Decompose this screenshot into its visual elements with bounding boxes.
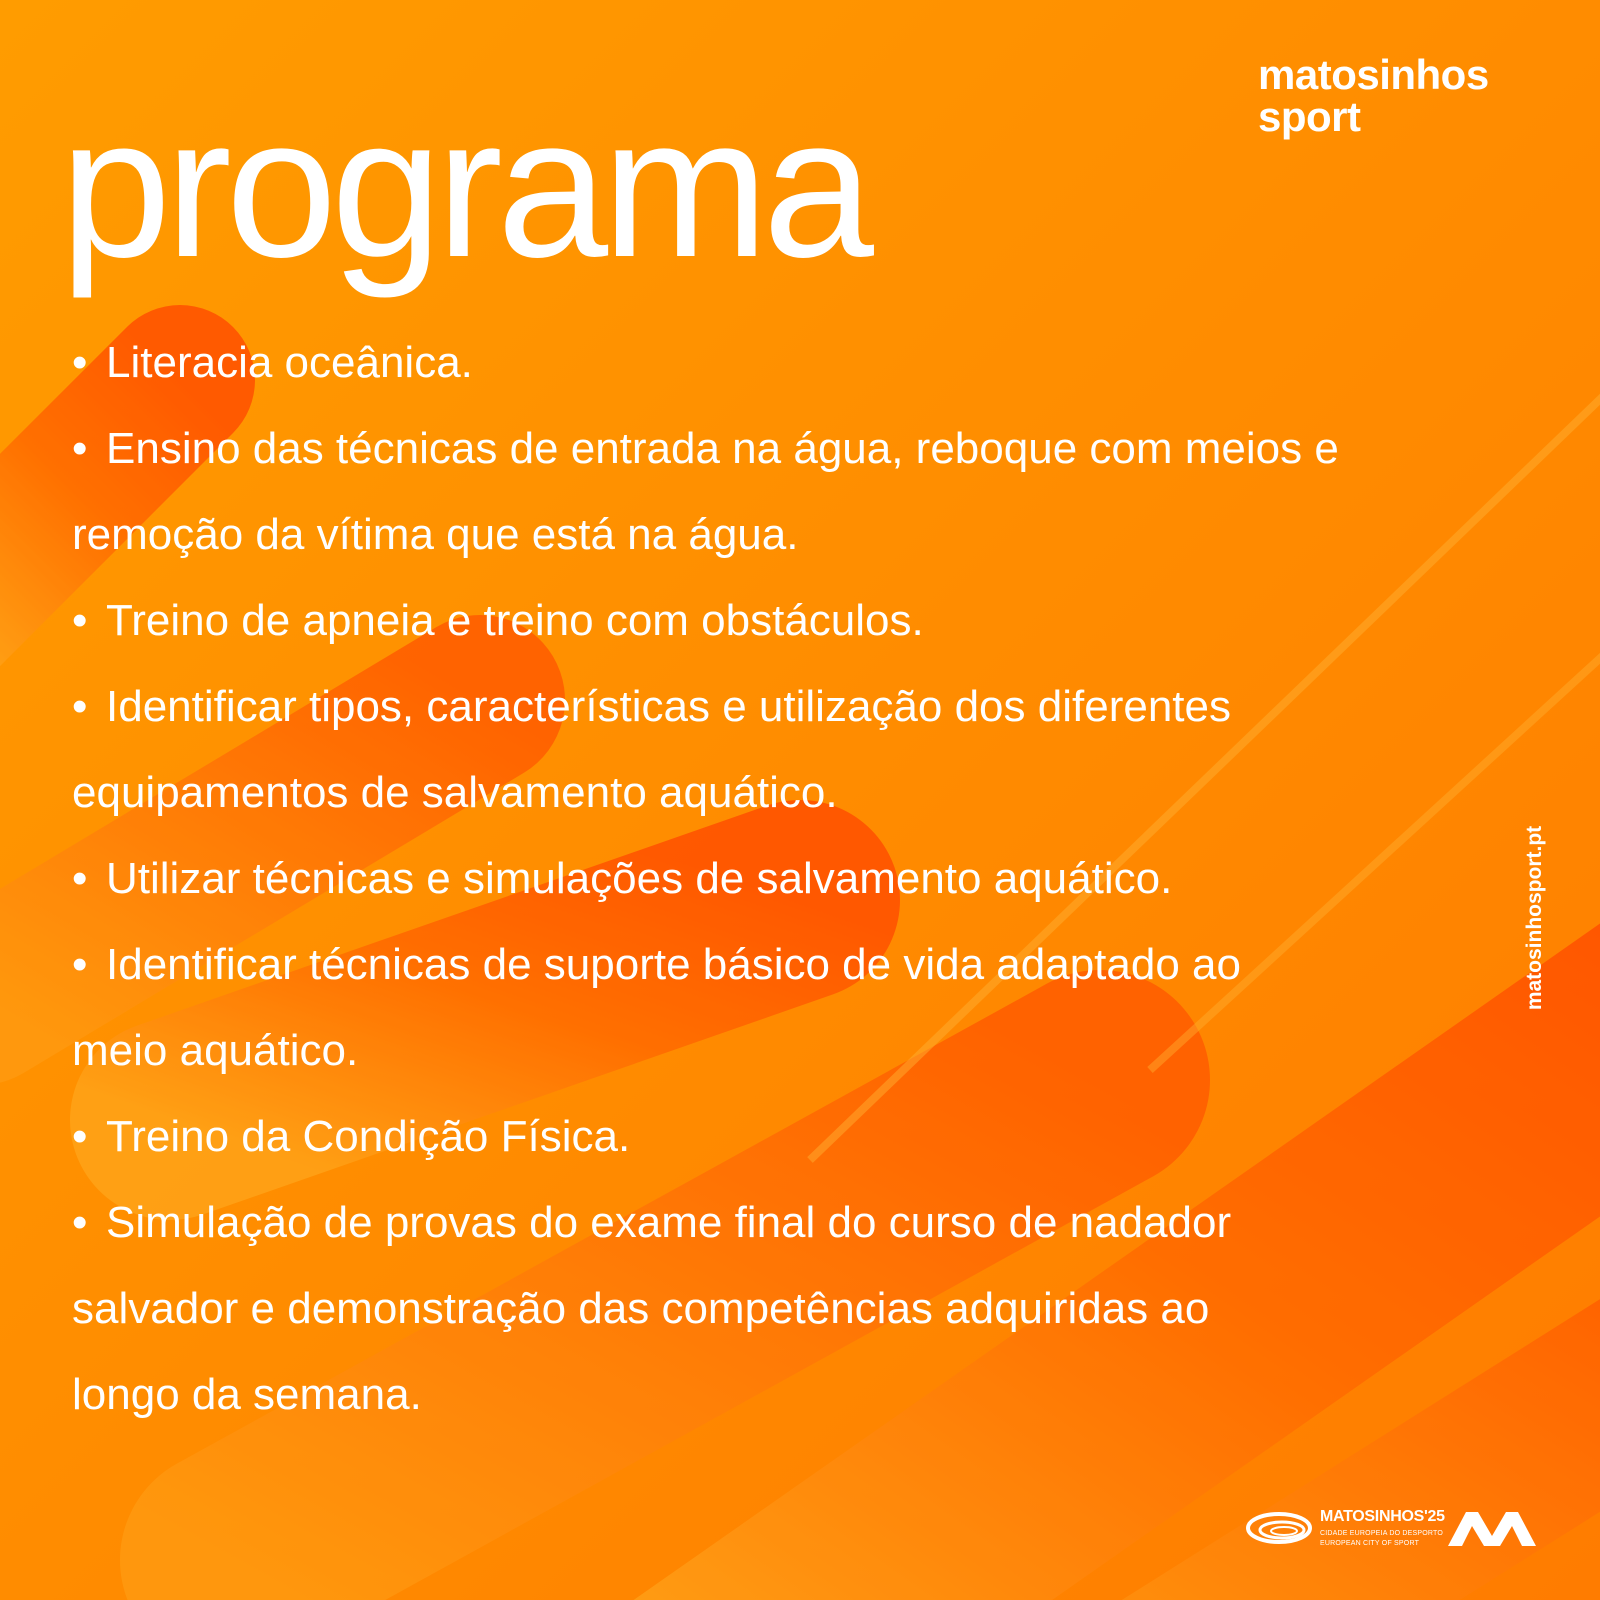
program-item bbox=[72, 406, 1512, 492]
matosinhos25-logo bbox=[1246, 1506, 1445, 1550]
brand-logo bbox=[1258, 51, 1489, 140]
program-item bbox=[72, 664, 1512, 750]
program-item-text: Treino da Condição Física. bbox=[106, 1112, 631, 1161]
bullet-icon: • bbox=[72, 854, 88, 903]
mm-monogram-icon bbox=[1446, 1508, 1538, 1548]
bullet-icon: • bbox=[72, 1198, 88, 1247]
program-item-text: Ensino das técnicas de entrada na água, reboque com meios e bbox=[106, 424, 1339, 473]
program-item-text: Utilizar técnicas e simulações de salvamento aquático. bbox=[106, 854, 1173, 903]
event-subtitle-pt: CIDADE EUROPEIA DO DESPORTO bbox=[1320, 1530, 1444, 1537]
program-item bbox=[72, 578, 1512, 664]
brand-line-2: sport bbox=[1258, 93, 1361, 140]
program-item bbox=[72, 1180, 1512, 1266]
program-item bbox=[72, 1266, 1512, 1352]
program-item bbox=[72, 836, 1512, 922]
bullet-icon: • bbox=[72, 424, 88, 473]
bullet-icon: • bbox=[72, 596, 88, 645]
program-item bbox=[72, 1094, 1512, 1180]
bullet-icon: • bbox=[72, 338, 88, 387]
event-subtitle-en: EUROPEAN CITY OF SPORT bbox=[1320, 1540, 1420, 1547]
program-item bbox=[72, 1008, 1512, 1094]
brand-line-1: matosinhos bbox=[1258, 51, 1489, 98]
stadium-rings-icon bbox=[1246, 1510, 1312, 1546]
program-item-text: Identificar técnicas de suporte básico de vida adaptado ao bbox=[106, 940, 1241, 989]
program-item-text: Literacia oceânica. bbox=[106, 338, 473, 387]
side-url: matosinhosport.pt bbox=[1523, 825, 1546, 1011]
program-item-text: salvador e demonstração das competências adquiridas ao bbox=[72, 1284, 1210, 1333]
bullet-icon: • bbox=[72, 1112, 88, 1161]
event-name: MATOSINHOS'25 bbox=[1320, 1508, 1445, 1525]
program-item-text: equipamentos de salvamento aquático. bbox=[72, 768, 838, 817]
bullet-icon: • bbox=[72, 940, 88, 989]
program-item-text: Treino de apneia e treino com obstáculos. bbox=[106, 596, 924, 645]
program-item-text: meio aquático. bbox=[72, 1026, 359, 1075]
program-item-text: Identificar tipos, características e utilização dos diferentes bbox=[106, 682, 1231, 731]
program-item bbox=[72, 492, 1512, 578]
program-list bbox=[72, 320, 1512, 1438]
program-item-text: remoção da vítima que está na água. bbox=[72, 510, 799, 559]
program-item bbox=[72, 320, 1512, 406]
program-item-text: longo da semana. bbox=[72, 1370, 422, 1419]
page-title: programa bbox=[60, 76, 868, 299]
program-item bbox=[72, 1352, 1512, 1438]
program-item bbox=[72, 750, 1512, 836]
program-item-text: Simulação de provas do exame final do curso de nadador bbox=[106, 1198, 1232, 1247]
program-item bbox=[72, 922, 1512, 1008]
bullet-icon: • bbox=[72, 682, 88, 731]
